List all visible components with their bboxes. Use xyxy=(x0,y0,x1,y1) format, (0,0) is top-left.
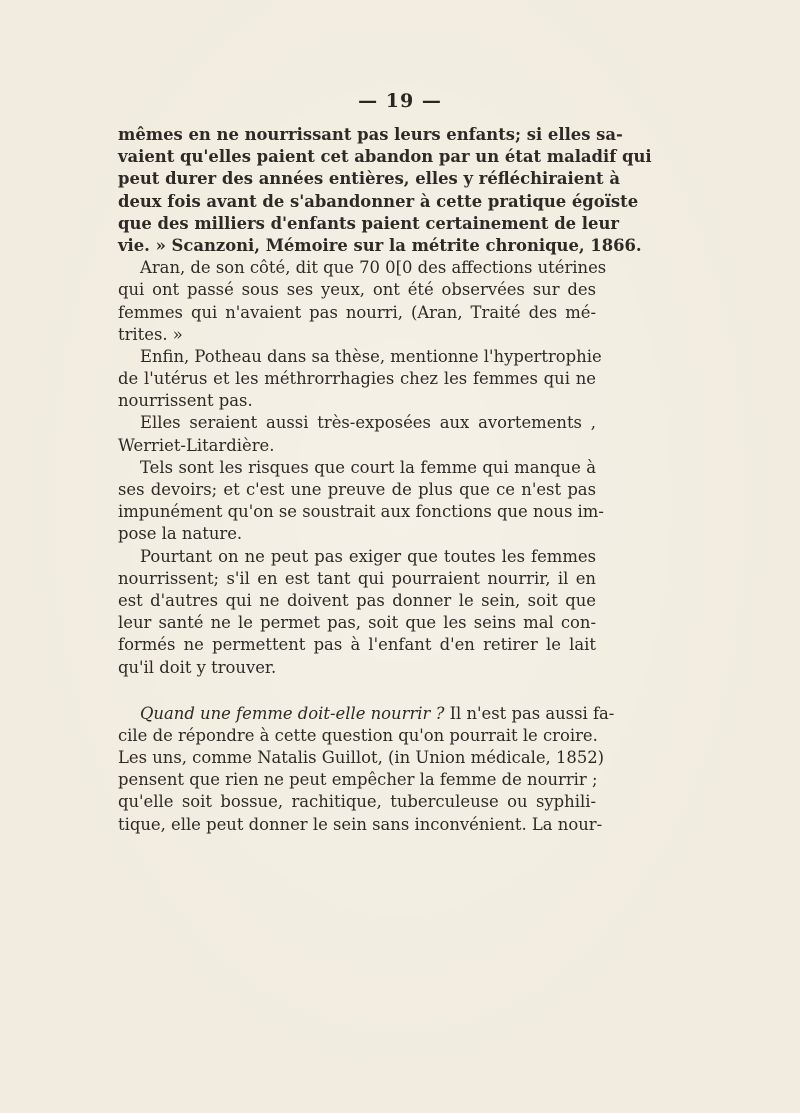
text-line: cile de répondre à cette question qu'on pourrait le croire. xyxy=(118,725,598,745)
text-line: nourrissent; s'il en est tant qui pourraient nourrir, il en xyxy=(118,568,596,588)
text-line: qui ont passé sous ses yeux, ont été observées sur des xyxy=(118,280,596,300)
text-line: femmes qui n'avaient pas nourri, (Aran, Traité des mé- xyxy=(118,302,596,322)
text-column xyxy=(118,124,652,836)
text-line: trites. » xyxy=(118,324,183,344)
text-line: est d'autres qui ne doivent pas donner le sein, soit que xyxy=(118,590,596,610)
text-line: mêmes en ne nourrissant pas leurs enfants; si elles sa- xyxy=(118,125,623,144)
text-line: impunément qu'on se soustrait aux fonctions que nous im- xyxy=(118,502,604,522)
page-number: — 19 — xyxy=(358,90,442,112)
text-line: Aran, de son côté, dit que 70 0[0 des affections utérines xyxy=(140,258,607,278)
text-line: Tels sont les risques que court la femme qui manque à xyxy=(140,457,596,477)
text-line: Les uns, comme Natalis Guillot, (in Union médicale, 1852) xyxy=(118,748,605,768)
text-line: vie. » Scanzoni, Mémoire sur la métrite chronique, 1866. xyxy=(118,235,642,255)
text-line: qu'elle soit bossue, rachitique, tuberculeuse ou syphili- xyxy=(118,792,596,812)
text-line: formés ne permettent pas à l'enfant d'en retirer le lait xyxy=(118,635,596,655)
text-line: ses devoirs; et c'est une preuve de plus que ce n'est pas xyxy=(118,480,596,499)
text-line: peut durer des années entières, elles y réfléchiraient à xyxy=(118,169,620,189)
text-line: de l'utérus et les méthrorrhagies chez les femmes qui ne xyxy=(118,369,596,389)
text-line: Enfin, Potheau dans sa thèse, mentionne l'hypertrophie xyxy=(140,346,602,366)
text-line: Werriet-Litardière. xyxy=(118,435,275,455)
text-line: pose la nature. xyxy=(118,524,243,544)
text-line: vaient qu'elles paient cet abandon par un état maladif qui xyxy=(118,147,652,167)
question-line xyxy=(118,703,615,725)
question-rest: Il n'est pas aussi fa- xyxy=(444,703,615,723)
text-line: tique, elle peut donner le sein sans inconvénient. La nour- xyxy=(118,814,603,834)
text-line: Elles seraient aussi très-exposées aux avortements , xyxy=(140,413,596,433)
text-line: leur santé ne le permet pas, soit que les seins mal con- xyxy=(118,613,596,633)
text-line: pensent que rien ne peut empêcher la femme de nourrir ; xyxy=(118,770,598,790)
text-line: Pourtant on ne peut pas exiger que toutes les femmes xyxy=(140,546,596,566)
text-line: que des milliers d'enfants paient certainement de leur xyxy=(118,213,620,233)
text-line: qu'il doit y trouver. xyxy=(118,657,277,677)
text-line: nourrissent pas. xyxy=(118,391,253,411)
paragraph-gap xyxy=(118,679,596,703)
question-italic: Quand une femme doit-elle nourrir ? xyxy=(140,703,445,723)
text-line: deux fois avant de s'abandonner à cette pratique égoïste xyxy=(118,191,639,211)
